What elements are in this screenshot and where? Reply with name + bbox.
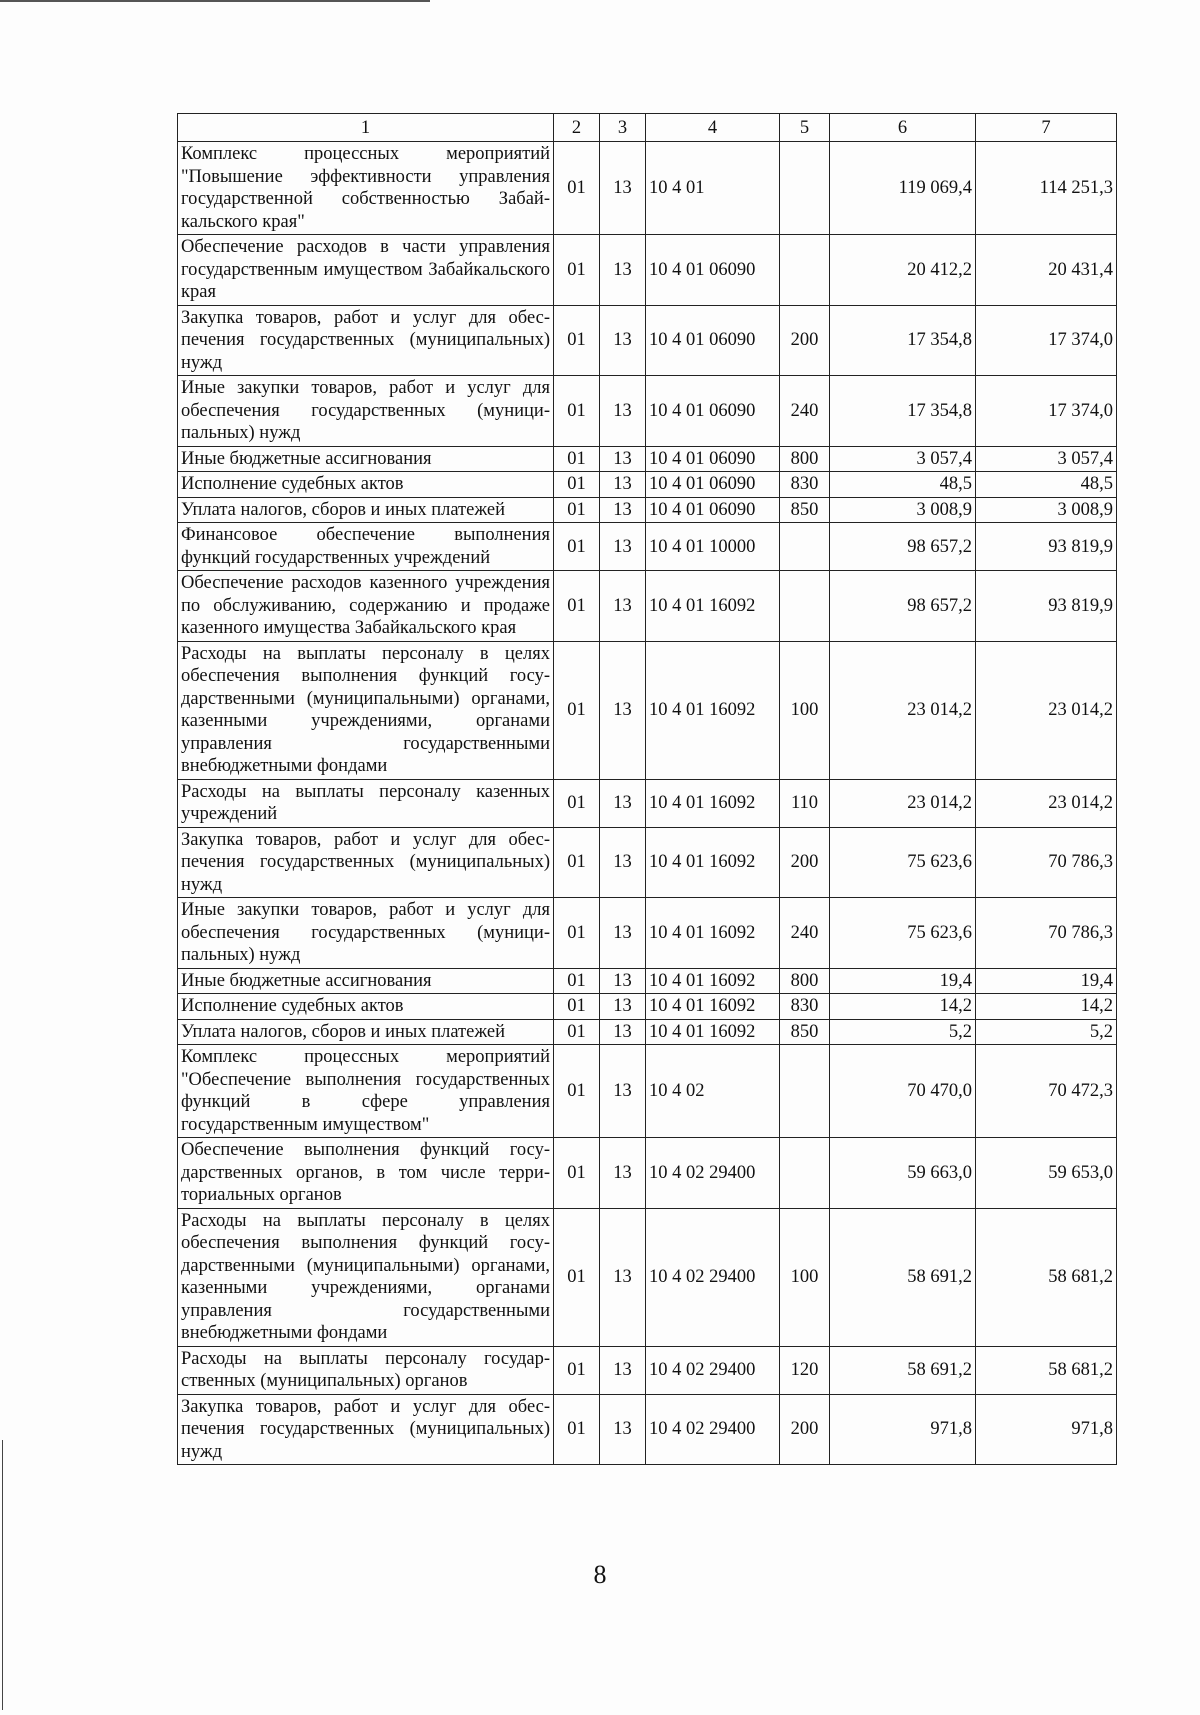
expense-type-cell: 100 [780, 641, 830, 779]
expense-name-cell: Иные бюджетные ассигнования [178, 446, 554, 472]
amount-year-1-cell: 58 691,2 [830, 1208, 976, 1346]
amount-year-1-cell: 3 008,9 [830, 497, 976, 523]
header-col-6: 6 [830, 114, 976, 142]
amount-year-2-cell: 17 374,0 [976, 305, 1117, 376]
amount-year-1-cell: 98 657,2 [830, 523, 976, 571]
expense-name-cell: Исполнение судебных актов [178, 472, 554, 498]
header-col-2: 2 [554, 114, 600, 142]
expense-type-cell: 100 [780, 1208, 830, 1346]
table-row [178, 235, 1117, 306]
expense-name-cell: Расходы на выплаты персоналу в целях обеспечения выполнения функций государственными (муниципальными) органами, казенными учреждениями, органами управления государственными внебюджетными фондами [178, 641, 554, 779]
amount-year-1-cell: 59 663,0 [830, 1138, 976, 1209]
section-code-cell: 01 [554, 571, 600, 642]
subsection-code-cell: 13 [600, 1045, 646, 1138]
target-article-cell: 10 4 01 16092 [646, 898, 780, 969]
expense-type-cell [780, 571, 830, 642]
expense-type-cell: 800 [780, 446, 830, 472]
subsection-code-cell: 13 [600, 235, 646, 306]
target-article-cell: 10 4 01 06090 [646, 305, 780, 376]
amount-year-1-cell: 5,2 [830, 1019, 976, 1045]
table-row [178, 898, 1117, 969]
subsection-code-cell: 13 [600, 523, 646, 571]
table-row [178, 827, 1117, 898]
expense-name-cell: Комплекс процессных мероприятий "Обеспечение выполнения государственных функций в сфере управления государственным имуществом" [178, 1045, 554, 1138]
amount-year-1-cell: 48,5 [830, 472, 976, 498]
subsection-code-cell: 13 [600, 1208, 646, 1346]
subsection-code-cell: 13 [600, 779, 646, 827]
amount-year-2-cell: 23 014,2 [976, 779, 1117, 827]
section-code-cell: 01 [554, 497, 600, 523]
table-header [178, 114, 1117, 142]
table-row [178, 142, 1117, 235]
amount-year-2-cell: 58 681,2 [976, 1208, 1117, 1346]
amount-year-1-cell: 20 412,2 [830, 235, 976, 306]
amount-year-1-cell: 119 069,4 [830, 142, 976, 235]
table-row [178, 1394, 1117, 1465]
section-code-cell: 01 [554, 472, 600, 498]
header-col-4: 4 [646, 114, 780, 142]
amount-year-2-cell: 17 374,0 [976, 376, 1117, 447]
section-code-cell: 01 [554, 523, 600, 571]
target-article-cell: 10 4 01 10000 [646, 523, 780, 571]
header-col-3: 3 [600, 114, 646, 142]
expense-name-cell: Иные закупки товаров, работ и услуг для обеспечения государственных (муниципальных) нужд [178, 898, 554, 969]
target-article-cell: 10 4 02 [646, 1045, 780, 1138]
subsection-code-cell: 13 [600, 1138, 646, 1209]
subsection-code-cell: 13 [600, 446, 646, 472]
page-number: 8 [593, 1560, 607, 1589]
table-row [178, 1019, 1117, 1045]
table-row [178, 472, 1117, 498]
subsection-code-cell: 13 [600, 968, 646, 994]
target-article-cell: 10 4 01 16092 [646, 571, 780, 642]
amount-year-1-cell: 971,8 [830, 1394, 976, 1465]
subsection-code-cell: 13 [600, 827, 646, 898]
header-col-1: 1 [178, 114, 554, 142]
table-row [178, 1045, 1117, 1138]
section-code-cell: 01 [554, 898, 600, 969]
section-code-cell: 01 [554, 446, 600, 472]
expense-name-cell: Иные бюджетные ассигнования [178, 968, 554, 994]
subsection-code-cell: 13 [600, 376, 646, 447]
amount-year-1-cell: 23 014,2 [830, 779, 976, 827]
expense-type-cell: 850 [780, 497, 830, 523]
amount-year-2-cell: 19,4 [976, 968, 1117, 994]
section-code-cell: 01 [554, 1138, 600, 1209]
expense-type-cell [780, 1138, 830, 1209]
section-code-cell: 01 [554, 235, 600, 306]
amount-year-1-cell: 98 657,2 [830, 571, 976, 642]
section-code-cell: 01 [554, 827, 600, 898]
target-article-cell: 10 4 01 06090 [646, 446, 780, 472]
table-row [178, 305, 1117, 376]
target-article-cell: 10 4 01 06090 [646, 376, 780, 447]
expense-type-cell [780, 1045, 830, 1138]
amount-year-1-cell: 75 623,6 [830, 898, 976, 969]
table-row [178, 1208, 1117, 1346]
target-article-cell: 10 4 01 16092 [646, 968, 780, 994]
expense-name-cell: Уплата налогов, сборов и иных платежей [178, 1019, 554, 1045]
expense-type-cell [780, 142, 830, 235]
section-code-cell: 01 [554, 1019, 600, 1045]
expense-name-cell: Комплекс процессных мероприятий "Повышение эффективности управления государственной собственностью Забайкальского края" [178, 142, 554, 235]
expense-name-cell: Закупка товаров, работ и услуг для обеспечения государственных (муниципальных) нужд [178, 827, 554, 898]
amount-year-2-cell: 3 008,9 [976, 497, 1117, 523]
section-code-cell: 01 [554, 1346, 600, 1394]
subsection-code-cell: 13 [600, 472, 646, 498]
amount-year-1-cell: 19,4 [830, 968, 976, 994]
amount-year-2-cell: 971,8 [976, 1394, 1117, 1465]
table-row [178, 1346, 1117, 1394]
expense-name-cell: Обеспечение выполнения функций государственных органов, в том числе территориальных органов [178, 1138, 554, 1209]
amount-year-1-cell: 23 014,2 [830, 641, 976, 779]
amount-year-1-cell: 3 057,4 [830, 446, 976, 472]
section-code-cell: 01 [554, 968, 600, 994]
expense-name-cell: Закупка товаров, работ и услуг для обеспечения государственных (муниципальных) нужд [178, 1394, 554, 1465]
subsection-code-cell: 13 [600, 571, 646, 642]
amount-year-2-cell: 5,2 [976, 1019, 1117, 1045]
target-article-cell: 10 4 01 16092 [646, 827, 780, 898]
amount-year-2-cell: 114 251,3 [976, 142, 1117, 235]
subsection-code-cell: 13 [600, 497, 646, 523]
subsection-code-cell: 13 [600, 898, 646, 969]
expense-name-cell: Уплата налогов, сборов и иных платежей [178, 497, 554, 523]
subsection-code-cell: 13 [600, 1346, 646, 1394]
amount-year-1-cell: 14,2 [830, 994, 976, 1020]
expense-type-cell: 800 [780, 968, 830, 994]
expense-type-cell: 120 [780, 1346, 830, 1394]
target-article-cell: 10 4 01 16092 [646, 1019, 780, 1045]
header-col-5: 5 [780, 114, 830, 142]
table-row [178, 446, 1117, 472]
amount-year-2-cell: 3 057,4 [976, 446, 1117, 472]
subsection-code-cell: 13 [600, 994, 646, 1020]
top-edge-line [0, 0, 430, 2]
amount-year-2-cell: 14,2 [976, 994, 1117, 1020]
target-article-cell: 10 4 02 29400 [646, 1394, 780, 1465]
expense-name-cell: Расходы на выплаты персоналу казенных учреждений [178, 779, 554, 827]
table-row [178, 994, 1117, 1020]
amount-year-1-cell: 17 354,8 [830, 305, 976, 376]
table-row [178, 523, 1117, 571]
subsection-code-cell: 13 [600, 1019, 646, 1045]
section-code-cell: 01 [554, 305, 600, 376]
expense-type-cell: 110 [780, 779, 830, 827]
expense-type-cell: 850 [780, 1019, 830, 1045]
target-article-cell: 10 4 02 29400 [646, 1346, 780, 1394]
section-code-cell: 01 [554, 1208, 600, 1346]
amount-year-2-cell: 93 819,9 [976, 523, 1117, 571]
amount-year-2-cell: 23 014,2 [976, 641, 1117, 779]
target-article-cell: 10 4 01 16092 [646, 641, 780, 779]
section-code-cell: 01 [554, 994, 600, 1020]
table-row [178, 571, 1117, 642]
expense-type-cell: 200 [780, 827, 830, 898]
expense-type-cell: 200 [780, 305, 830, 376]
section-code-cell: 01 [554, 1394, 600, 1465]
target-article-cell: 10 4 01 16092 [646, 779, 780, 827]
expense-name-cell: Иные закупки товаров, работ и услуг для обеспечения государственных (муниципальных) нужд [178, 376, 554, 447]
expense-name-cell: Исполнение судебных актов [178, 994, 554, 1020]
amount-year-2-cell: 59 653,0 [976, 1138, 1117, 1209]
table-row [178, 1138, 1117, 1209]
amount-year-1-cell: 17 354,8 [830, 376, 976, 447]
expense-name-cell: Расходы на выплаты персоналу государственных (муниципальных) органов [178, 1346, 554, 1394]
expense-name-cell: Закупка товаров, работ и услуг для обеспечения государственных (муниципальных) нужд [178, 305, 554, 376]
subsection-code-cell: 13 [600, 142, 646, 235]
target-article-cell: 10 4 01 06090 [646, 472, 780, 498]
amount-year-1-cell: 70 470,0 [830, 1045, 976, 1138]
expense-type-cell: 240 [780, 376, 830, 447]
subsection-code-cell: 13 [600, 305, 646, 376]
section-code-cell: 01 [554, 779, 600, 827]
section-code-cell: 01 [554, 142, 600, 235]
expense-type-cell [780, 523, 830, 571]
amount-year-2-cell: 70 786,3 [976, 827, 1117, 898]
expense-type-cell: 240 [780, 898, 830, 969]
target-article-cell: 10 4 02 29400 [646, 1208, 780, 1346]
table-row [178, 376, 1117, 447]
budget-table [177, 113, 1117, 1465]
table-row [178, 779, 1117, 827]
expense-type-cell [780, 235, 830, 306]
amount-year-2-cell: 93 819,9 [976, 571, 1117, 642]
amount-year-1-cell: 58 691,2 [830, 1346, 976, 1394]
expense-type-cell: 200 [780, 1394, 830, 1465]
subsection-code-cell: 13 [600, 1394, 646, 1465]
header-row [178, 114, 1117, 142]
table-body [178, 142, 1117, 1465]
target-article-cell: 10 4 02 29400 [646, 1138, 780, 1209]
expense-name-cell: Обеспечение расходов в части управления государственным имуществом Забайкальского края [178, 235, 554, 306]
section-code-cell: 01 [554, 376, 600, 447]
target-article-cell: 10 4 01 06090 [646, 497, 780, 523]
amount-year-2-cell: 70 786,3 [976, 898, 1117, 969]
table-row [178, 968, 1117, 994]
target-article-cell: 10 4 01 [646, 142, 780, 235]
expense-name-cell: Расходы на выплаты персоналу в целях обеспечения выполнения функций государственными (муниципальными) органами, казенными учреждениями, органами управления государственными внебюджетными фондами [178, 1208, 554, 1346]
target-article-cell: 10 4 01 06090 [646, 235, 780, 306]
header-col-7: 7 [976, 114, 1117, 142]
subsection-code-cell: 13 [600, 641, 646, 779]
amount-year-2-cell: 48,5 [976, 472, 1117, 498]
expense-type-cell: 830 [780, 994, 830, 1020]
expense-name-cell: Обеспечение расходов казенного учреждения по обслуживанию, содержанию и продаже казенного имущества Забайкальского края [178, 571, 554, 642]
target-article-cell: 10 4 01 16092 [646, 994, 780, 1020]
expense-type-cell: 830 [780, 472, 830, 498]
amount-year-2-cell: 58 681,2 [976, 1346, 1117, 1394]
section-code-cell: 01 [554, 1045, 600, 1138]
amount-year-2-cell: 20 431,4 [976, 235, 1117, 306]
amount-year-1-cell: 75 623,6 [830, 827, 976, 898]
amount-year-2-cell: 70 472,3 [976, 1045, 1117, 1138]
expense-name-cell: Финансовое обеспечение выполнения функций государственных учреждений [178, 523, 554, 571]
table-row [178, 497, 1117, 523]
section-code-cell: 01 [554, 641, 600, 779]
table-row [178, 641, 1117, 779]
